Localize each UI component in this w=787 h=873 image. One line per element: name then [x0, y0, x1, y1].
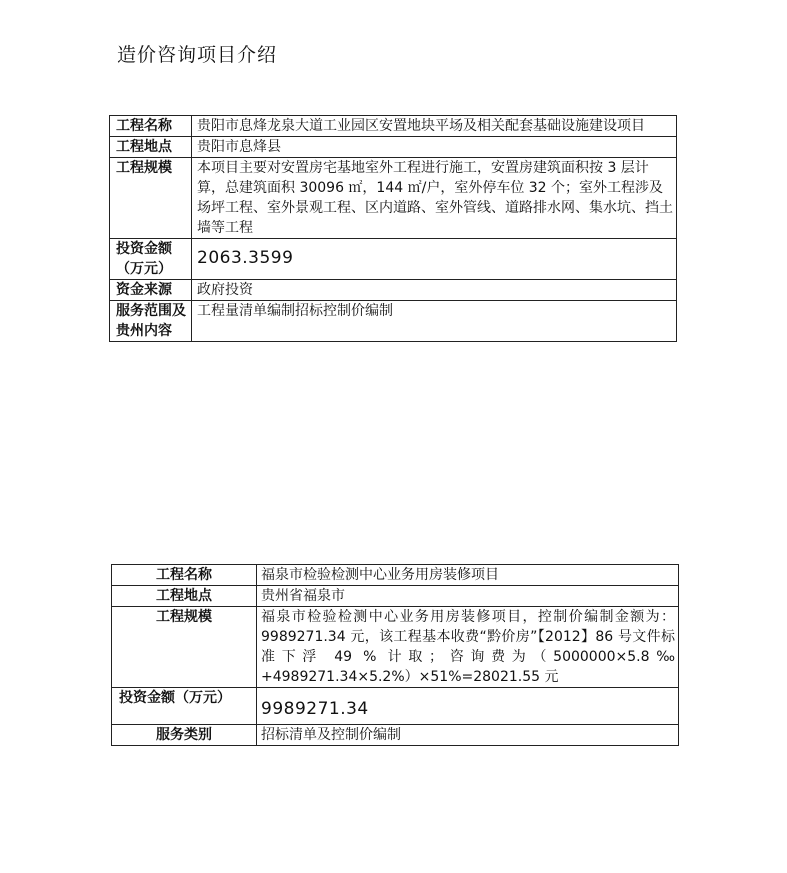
table-row — [112, 565, 679, 586]
table-row — [112, 688, 679, 725]
name-value: 福泉市检验检测中心业务用房装修项目 — [257, 565, 679, 586]
page-title: 造价咨询项目介绍 — [117, 44, 278, 66]
location-label: 工程地点 — [112, 586, 257, 607]
scale-value: 福泉市检验检测中心业务用房装修项目，控制价编制金额为：9989271.34 元，该工程基本收费“黔价房”【2012】86 号文件标准下浮 49 % 计取；咨询费为（5000000×5.8‰+4989271.34×5.2%）×51%=28021.55 元 — [257, 607, 679, 688]
location-value: 贵阳市息烽县 — [192, 137, 677, 158]
project-table-2 — [111, 564, 679, 746]
table-row — [110, 158, 677, 239]
investment-label: 投资金额（万元） — [110, 239, 192, 280]
scale-label: 工程规模 — [110, 158, 192, 239]
name-label: 工程名称 — [110, 116, 192, 137]
source-value: 政府投资 — [192, 280, 677, 301]
table-row — [112, 607, 679, 688]
investment-label: 投资金额（万元） — [112, 688, 257, 725]
service-value: 招标清单及控制价编制 — [257, 725, 679, 746]
table-row — [112, 725, 679, 746]
investment-value: 2063.3599 — [192, 239, 677, 280]
project-table-1 — [109, 115, 677, 342]
scale-label: 工程规模 — [112, 607, 257, 688]
location-label: 工程地点 — [110, 137, 192, 158]
name-label: 工程名称 — [112, 565, 257, 586]
service-label: 服务范围及贵州内容 — [110, 301, 192, 342]
table-row — [110, 280, 677, 301]
location-value: 贵州省福泉市 — [257, 586, 679, 607]
name-value: 贵阳市息烽龙泉大道工业园区安置地块平场及相关配套基础设施建设项目 — [192, 116, 677, 137]
table-row — [110, 239, 677, 280]
table-row — [110, 137, 677, 158]
table-row — [110, 116, 677, 137]
investment-value: 9989271.34 — [257, 688, 679, 725]
service-label: 服务类别 — [112, 725, 257, 746]
table-row — [112, 586, 679, 607]
source-label: 资金来源 — [110, 280, 192, 301]
table-row — [110, 301, 677, 342]
service-value: 工程量清单编制招标控制价编制 — [192, 301, 677, 342]
scale-value: 本项目主要对安置房宅基地室外工程进行施工，安置房建筑面积按 3 层计算，总建筑面积 30096 ㎡，144 ㎡/户，室外停车位 32 个；室外工程涉及场坪工程、室外景观工程、区内道路、室外管线、道路排水网、集水坑、挡土墙等工程 — [192, 158, 677, 239]
